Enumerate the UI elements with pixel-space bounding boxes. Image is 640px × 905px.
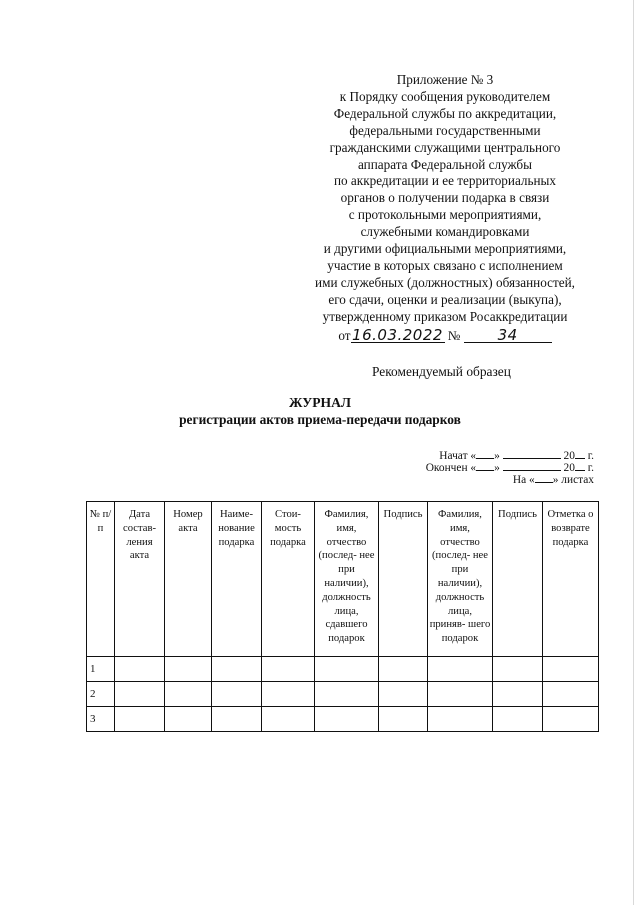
- header-cell: Подпись: [379, 502, 428, 657]
- appendix-line: органов о получении подарка в связи: [340, 190, 550, 206]
- appendix-line: и другими официальными мероприятиями,: [323, 241, 567, 257]
- appendix-line: аппарата Федеральной службы: [357, 156, 532, 172]
- table-row: [87, 682, 599, 707]
- table-cell: [315, 682, 379, 707]
- sheets-count-blank: [535, 472, 553, 483]
- table-cell: [165, 657, 212, 682]
- table-header-row: [87, 502, 599, 657]
- appendix-line: служебными командировками: [360, 224, 530, 240]
- table-cell: [212, 657, 262, 682]
- sheets-line: [513, 472, 594, 486]
- started-label: Начат «: [439, 450, 477, 462]
- header-cell: Отметка о возврате подарка: [543, 502, 599, 657]
- sheets-suffix: » листах: [552, 474, 594, 486]
- table-cell: [543, 682, 599, 707]
- table-cell: [493, 682, 543, 707]
- table-cell: [262, 707, 315, 732]
- ended-month-blank: [503, 460, 561, 471]
- journal-subtitle: регистрации актов приема-передачи подарков: [179, 412, 461, 427]
- table-cell: [212, 707, 262, 732]
- page-edge: [633, 0, 634, 905]
- ended-year-prefix: 20: [563, 462, 575, 474]
- table-cell: [165, 682, 212, 707]
- table-cell: [543, 707, 599, 732]
- row-number: 3: [87, 707, 115, 732]
- appendix-line: Приложение № 3: [396, 72, 494, 87]
- appendix-line: его сдачи, оценки и реализации (выкупа),: [328, 291, 562, 307]
- appendix-line: Федеральной службы по аккредитации,: [333, 105, 557, 121]
- header-cell: Фамилия, имя, отчество (послед- нее при наличии), должность лица, приняв- шего подарок: [428, 502, 493, 657]
- table-row: [87, 657, 599, 682]
- appendix-line: по аккредитации и ее территориальных: [333, 173, 557, 189]
- ended-label: Окончен «: [425, 462, 477, 474]
- started-month-blank: [503, 448, 561, 459]
- ended-year-blank: [575, 460, 585, 471]
- table-cell: [115, 682, 165, 707]
- order-date-handwritten: 16.03.2022: [352, 326, 443, 344]
- started-year-end: г.: [584, 450, 594, 462]
- journal-title: ЖУРНАЛ: [288, 395, 352, 410]
- header-cell: Подпись: [493, 502, 543, 657]
- ended-day-blank: [476, 460, 494, 471]
- table-cell: [379, 682, 428, 707]
- date-prefix: от: [338, 328, 351, 343]
- number-label: №: [447, 328, 461, 343]
- started-year-prefix: 20: [563, 450, 575, 462]
- table-cell: [428, 707, 493, 732]
- table-cell: [115, 657, 165, 682]
- header-cell: № п/п: [87, 502, 115, 657]
- started-quote: »: [494, 450, 500, 462]
- order-date-line: [296, 328, 594, 344]
- appendix-line: участие в которых связано с исполнением: [327, 257, 563, 273]
- row-number: 2: [87, 682, 115, 707]
- order-number-handwritten: 34: [464, 328, 552, 343]
- table-cell: [379, 707, 428, 732]
- appendix-line: утвержденному приказом Росаккредитации: [322, 308, 568, 324]
- header-cell: Фамилия, имя, отчество (послед- нее при наличии), должность лица, сдавшего подарок: [315, 502, 379, 657]
- ended-year-end: г.: [584, 462, 594, 474]
- started-day-blank: [476, 448, 494, 459]
- header-cell: Стои- мость подарка: [262, 502, 315, 657]
- table-cell: [115, 707, 165, 732]
- started-year-blank: [575, 448, 585, 459]
- row-number: 1: [87, 657, 115, 682]
- table-cell: [493, 707, 543, 732]
- table-cell: [262, 657, 315, 682]
- table-cell: [493, 657, 543, 682]
- table-row: [87, 707, 599, 732]
- appendix-block: [296, 72, 594, 326]
- header-cell: Номер акта: [165, 502, 212, 657]
- table-cell: [315, 657, 379, 682]
- appendix-line: федеральными государственными: [349, 122, 541, 138]
- appendix-line: гражданскими служащими центрального: [329, 139, 561, 155]
- journal-table: [86, 501, 599, 732]
- header-cell: Наиме- нование подарка: [212, 502, 262, 657]
- ended-quote: »: [494, 462, 500, 474]
- table-cell: [428, 682, 493, 707]
- table-cell: [212, 682, 262, 707]
- table-cell: [262, 682, 315, 707]
- recommended-sample-label: Рекомендуемый образец: [372, 364, 511, 379]
- table-cell: [428, 657, 493, 682]
- table-cell: [165, 707, 212, 732]
- table-cell: [543, 657, 599, 682]
- header-cell: Дата состав- ления акта: [115, 502, 165, 657]
- table-cell: [379, 657, 428, 682]
- appendix-line: ими служебных (должностных) обязанностей,: [315, 274, 575, 290]
- appendix-line: к Порядку сообщения руководителем: [339, 88, 551, 104]
- sheets-label: На «: [512, 474, 535, 486]
- appendix-line: с протокольными мероприятиями,: [348, 207, 542, 223]
- table-cell: [315, 707, 379, 732]
